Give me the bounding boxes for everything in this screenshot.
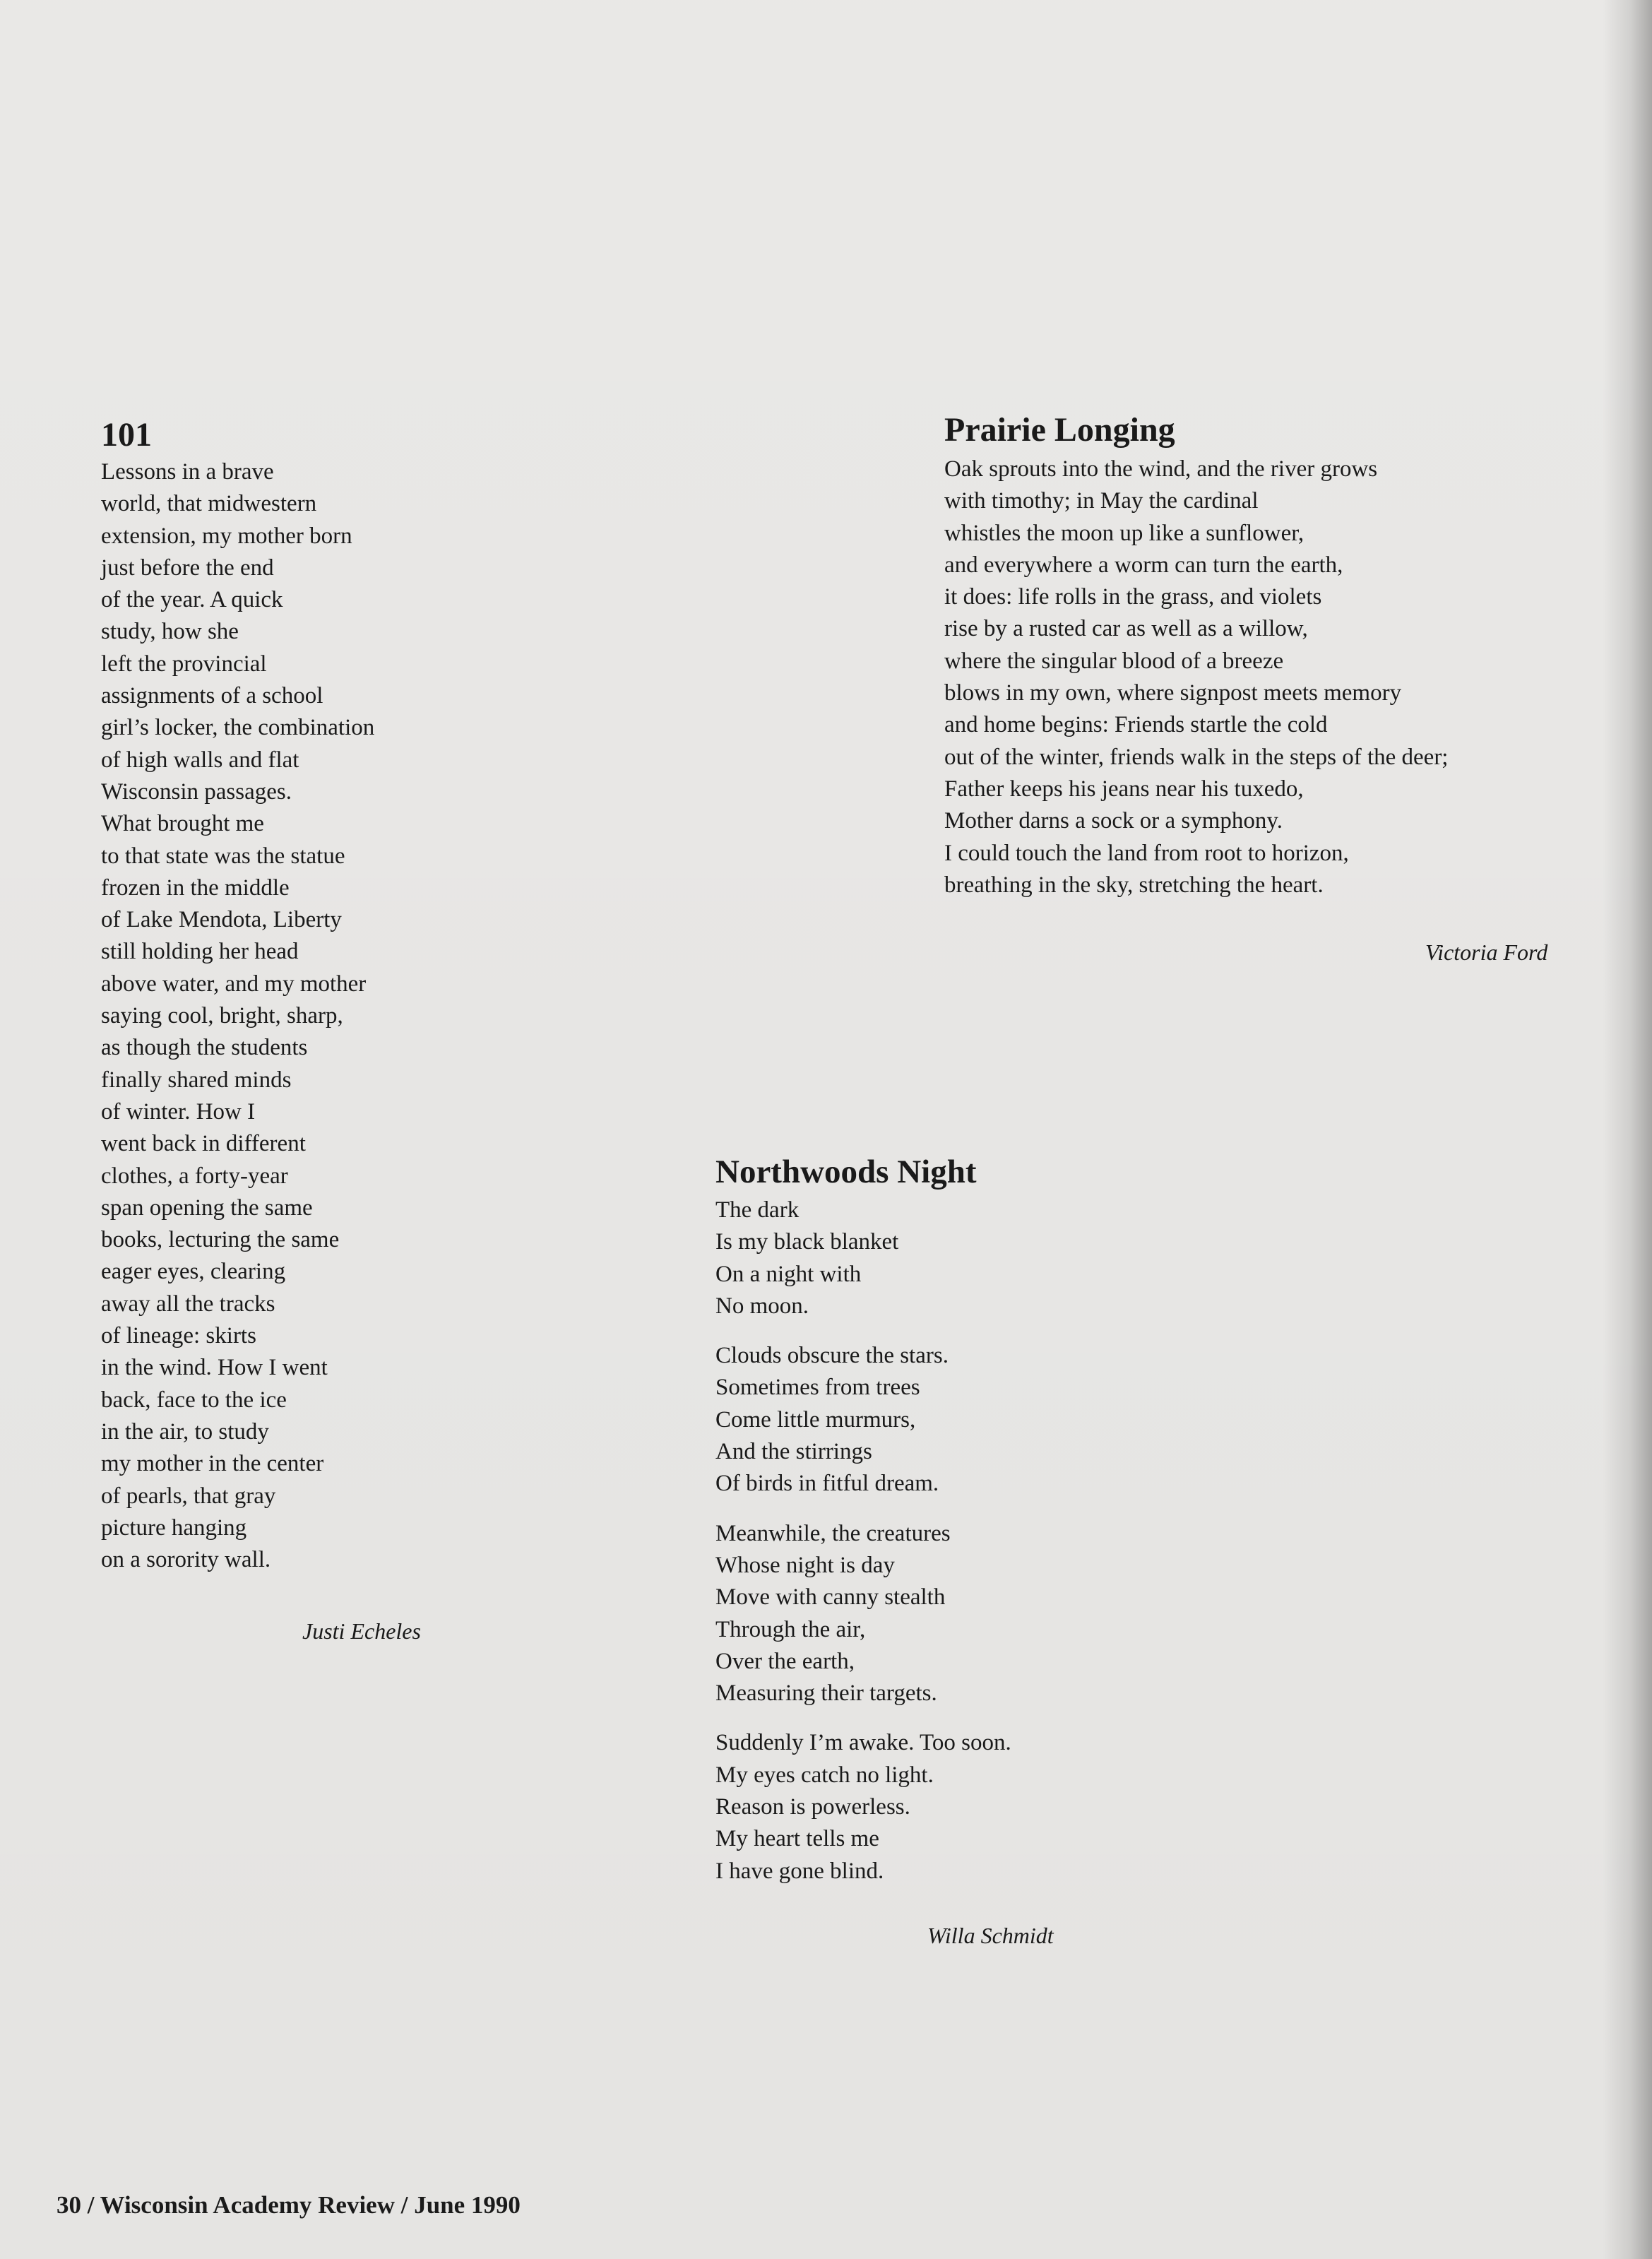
- poem-line: Father keeps his jeans near his tuxedo,: [944, 776, 1304, 802]
- poem-line: Wisconsin passages.: [101, 778, 292, 805]
- poem-line: on a sorority wall.: [101, 1547, 271, 1573]
- stanza: [715, 1727, 1011, 1887]
- poem-lines: [715, 1194, 1011, 1322]
- poem-line: breathing in the sky, stretching the heart.: [944, 872, 1324, 898]
- poem-line: Suddenly I’m awake. Too soon.: [715, 1730, 1011, 1756]
- poem-line: away all the tracks: [101, 1291, 275, 1317]
- poem-line: out of the winter, friends walk in the steps of the deer;: [944, 744, 1449, 770]
- poem-line: left the provincial: [101, 651, 267, 677]
- poem-title: Northwoods Night: [715, 1154, 977, 1190]
- poem-line: Clouds obscure the stars.: [715, 1343, 949, 1369]
- stanza: [715, 1194, 1011, 1322]
- poem-line: rise by a rusted car as well as a willow,: [944, 616, 1308, 642]
- poem-line: Of birds in fitful dream.: [715, 1471, 939, 1497]
- poem-line: in the wind. How I went: [101, 1355, 328, 1381]
- poem-author: Willa Schmidt: [927, 1923, 1054, 1948]
- poem-line: Sometimes from trees: [715, 1375, 920, 1401]
- poem-line: and everywhere a worm can turn the earth,: [944, 552, 1343, 578]
- poem-line: of the year. A quick: [101, 587, 283, 613]
- poem-line: of Lake Mendota, Liberty: [101, 907, 342, 933]
- poem-line: of lineage: skirts: [101, 1323, 256, 1349]
- poem-line: just before the end: [101, 555, 274, 581]
- poem-line: picture hanging: [101, 1514, 247, 1541]
- poem-line: assignments of a school: [101, 683, 323, 709]
- poem-author: Justi Echeles: [302, 1618, 421, 1644]
- poem-line: Meanwhile, the creatures: [715, 1520, 951, 1546]
- poem-line: And the stirrings: [715, 1439, 872, 1465]
- poem-line: Through the air,: [715, 1616, 866, 1642]
- page-footer: 30 / Wisconsin Academy Review / June 1990: [57, 2191, 521, 2219]
- poem-line: to that state was the statue: [101, 843, 345, 869]
- poem-lines: [944, 453, 1448, 901]
- stanza: [715, 1518, 1011, 1710]
- poem-line: saying cool, bright, sharp,: [101, 1003, 343, 1029]
- poem-line: I have gone blind.: [715, 1858, 884, 1884]
- poem-line: still holding her head: [101, 939, 299, 965]
- poem-line: of high walls and flat: [101, 747, 299, 773]
- stanza: [715, 1340, 1011, 1500]
- poem-lines: [715, 1727, 1011, 1887]
- poem-line: eager eyes, clearing: [101, 1259, 286, 1285]
- poem-101: [101, 415, 374, 1576]
- poem-line: No moon.: [715, 1293, 809, 1319]
- poem-line: span opening the same: [101, 1194, 313, 1221]
- poem-line: Lessons in a brave: [101, 459, 274, 485]
- poem-title: Prairie Longing: [944, 411, 1175, 449]
- poem-line: Move with canny stealth: [715, 1584, 946, 1611]
- page-edge-shadow: [1603, 0, 1652, 2259]
- poem-line: Over the earth,: [715, 1648, 855, 1674]
- poem-line: of winter. How I: [101, 1098, 256, 1125]
- poem-line: where the singular blood of a breeze: [944, 648, 1284, 674]
- poem-line: I could touch the land from root to horizon,: [944, 840, 1349, 866]
- poem-line: frozen in the middle: [101, 874, 290, 901]
- poem-line: Is my black blanket: [715, 1229, 899, 1255]
- poem-line: with timothy; in May the cardinal: [944, 488, 1259, 514]
- poem-northwoods-night: [715, 1149, 1011, 1887]
- poem-line: clothes, a forty-year: [101, 1163, 288, 1189]
- poem-line: above water, and my mother: [101, 971, 367, 997]
- poem-line: Reason is powerless.: [715, 1794, 910, 1820]
- poem-line: My heart tells me: [715, 1826, 879, 1852]
- poem-prairie-longing: [944, 408, 1448, 901]
- poem-line: it does: life rolls in the grass, and violets: [944, 584, 1322, 610]
- poem-line: Mother darns a sock or a symphony.: [944, 808, 1283, 834]
- poem-line: as though the students: [101, 1035, 308, 1061]
- poem-line: in the air, to study: [101, 1418, 269, 1445]
- poem-lines: [715, 1518, 1011, 1710]
- poem-line: back, face to the ice: [101, 1387, 287, 1413]
- poem-line: blows in my own, where signpost meets memory: [944, 680, 1402, 706]
- poem-title: 101: [101, 416, 152, 453]
- poem-line: went back in different: [101, 1131, 306, 1157]
- poem-line: books, lecturing the same: [101, 1227, 340, 1253]
- poem-line: study, how she: [101, 619, 239, 645]
- poem-lines: [715, 1340, 1011, 1500]
- poem-line: finally shared minds: [101, 1067, 292, 1093]
- poem-author: Victoria Ford: [1425, 939, 1548, 965]
- poem-line: Measuring their targets.: [715, 1680, 937, 1707]
- poem-line: My eyes catch no light.: [715, 1762, 934, 1788]
- poem-line: On a night with: [715, 1261, 862, 1287]
- poem-line: girl’s locker, the combination: [101, 715, 375, 741]
- poem-line: my mother in the center: [101, 1451, 324, 1477]
- poem-line: The dark: [715, 1197, 800, 1223]
- poem-lines: [101, 456, 374, 1576]
- poem-line: Whose night is day: [715, 1552, 895, 1578]
- poem-line: Come little murmurs,: [715, 1406, 916, 1433]
- poem-line: whistles the moon up like a sunflower,: [944, 520, 1305, 546]
- poem-line: world, that midwestern: [101, 491, 317, 517]
- poem-line: extension, my mother born: [101, 523, 352, 549]
- poem-line: of pearls, that gray: [101, 1483, 276, 1509]
- poem-line: What brought me: [101, 811, 264, 837]
- poem-line: Oak sprouts into the wind, and the river grows: [944, 456, 1378, 482]
- poem-line: and home begins: Friends startle the cold: [944, 712, 1328, 738]
